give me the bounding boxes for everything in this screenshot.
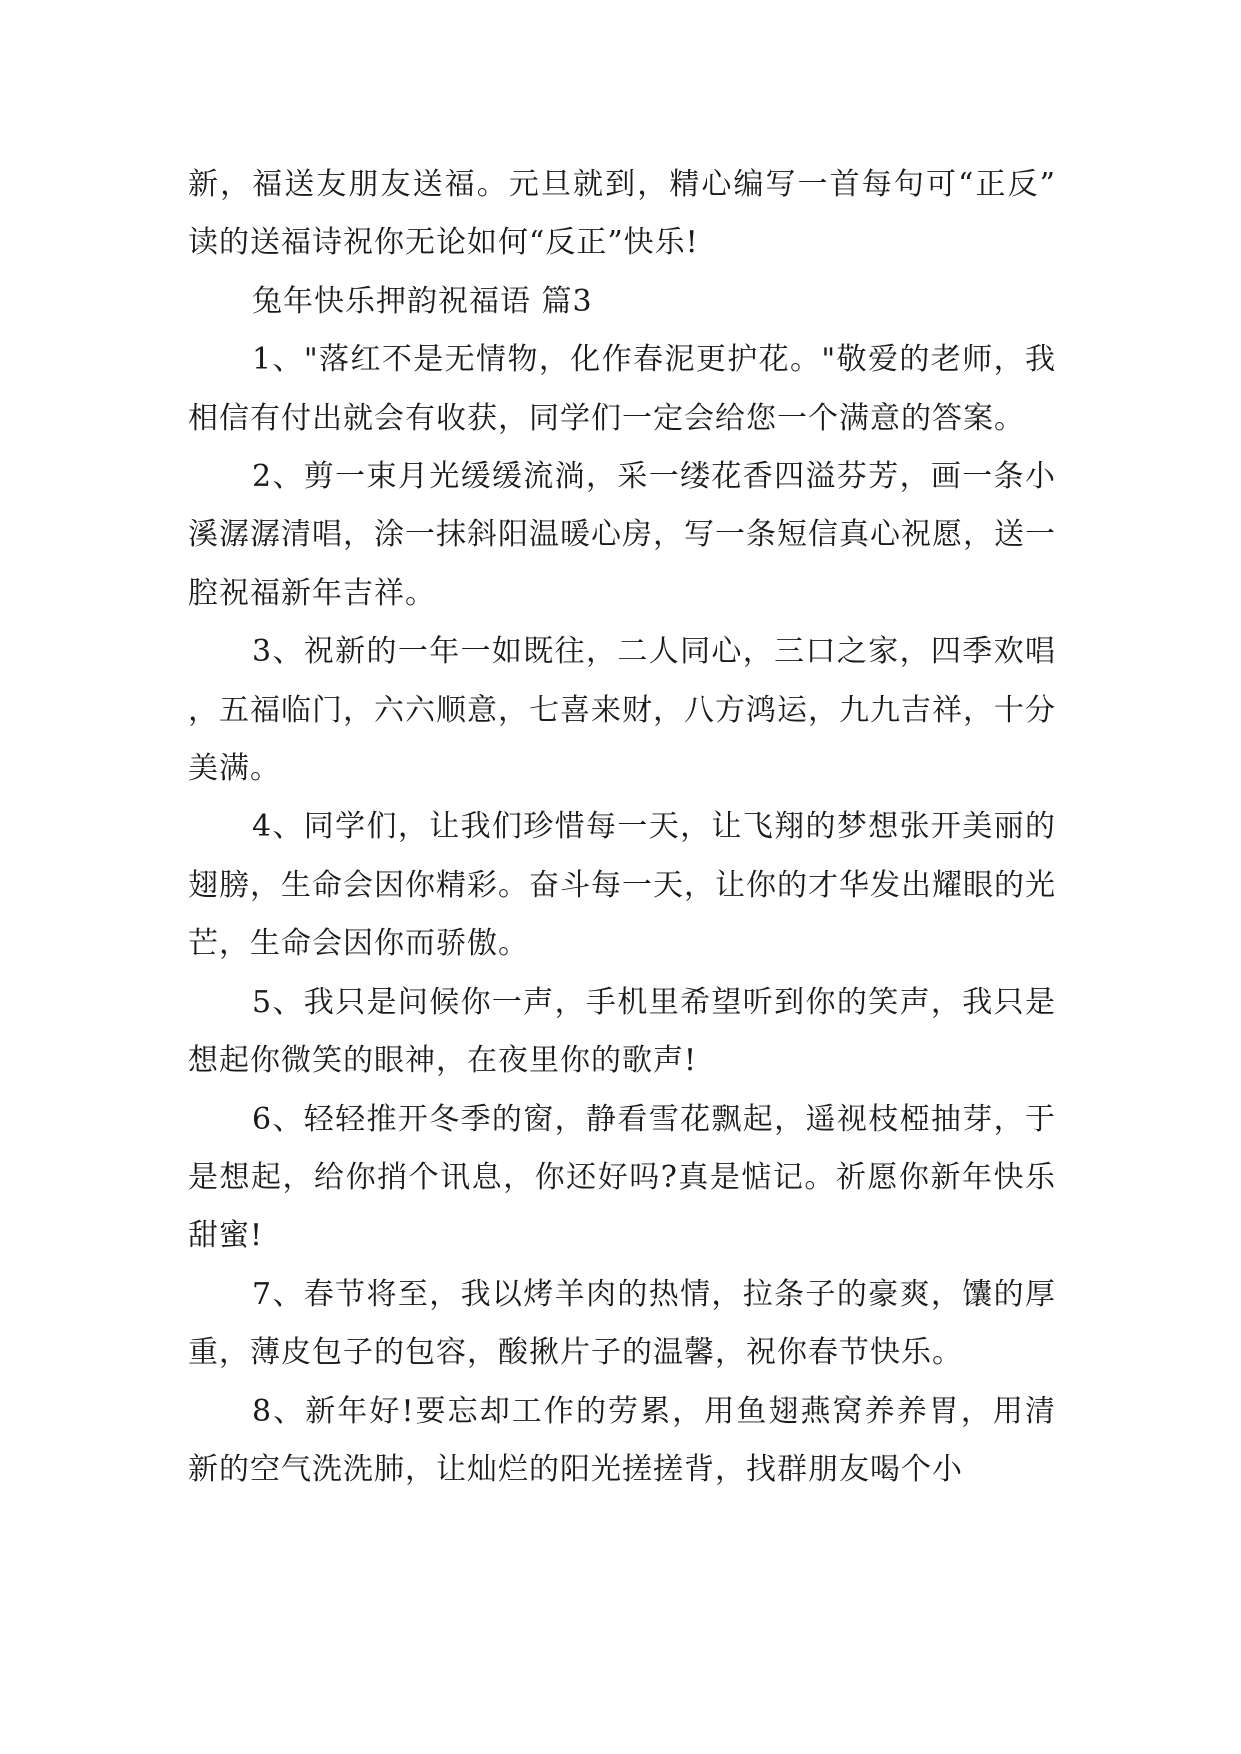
list-item-6: 6、轻轻推开冬季的窗，静看雪花飘起，遥视枝椏抽芽，于是想起，给你捎个讯息，你还好吗?真是惦记。祈愿你新年快乐甜蜜! bbox=[188, 1101, 1056, 1254]
list-item-5: 5、我只是问候你一声，手机里希望听到你的笑声，我只是想起你微笑的眼神，在夜里你的歌声! bbox=[188, 984, 1056, 1079]
continuation-paragraph: 新，福送友朋友送福。元旦就到，精心编写一首每句可“正反”读的送福诗祝你无论如何“反正”快乐! bbox=[188, 167, 1056, 261]
section-heading: 兔年快乐押韵祝福语 篇3 bbox=[252, 283, 593, 319]
list-item-2: 2、剪一束月光缓缓流淌，采一缕花香四溢芬芳，画一条小溪潺潺清唱，涂一抹斜阳温暖心房，写一条短信真心祝愿，送一腔祝福新年吉祥。 bbox=[188, 459, 1056, 611]
list-item-4: 4、同学们，让我们珍惜每一天，让飞翔的梦想张开美丽的翅膀，生命会因你精彩。奋斗每一天，让你的才华发出耀眼的光芒，生命会因你而骄傲。 bbox=[188, 809, 1056, 962]
list-item-8: 8、新年好!要忘却工作的劳累，用鱼翅燕窝养养胃，用清新的空气洗洗肺，让灿烂的阳光搓搓背，找群朋友喝个小 bbox=[188, 1393, 1056, 1487]
list-item-7: 7、春节将至，我以烤羊肉的热情，拉条子的豪爽，馕的厚重，薄皮包子的包容，酸揪片子的温馨，祝你春节快乐。 bbox=[188, 1276, 1056, 1371]
list-item-1: 1、"落红不是无情物，化作春泥更护花。"敬爱的老师，我相信有付出就会有收获，同学们一定会给您一个满意的答案。 bbox=[188, 342, 1056, 436]
list-item-3: 3、祝新的一年一如既往，二人同心，三口之家，四季欢唱，五福临门，六六顺意，七喜来财，八方鸿运，九九吉祥，十分美满。 bbox=[188, 634, 1056, 787]
document-body bbox=[188, 156, 1056, 1499]
